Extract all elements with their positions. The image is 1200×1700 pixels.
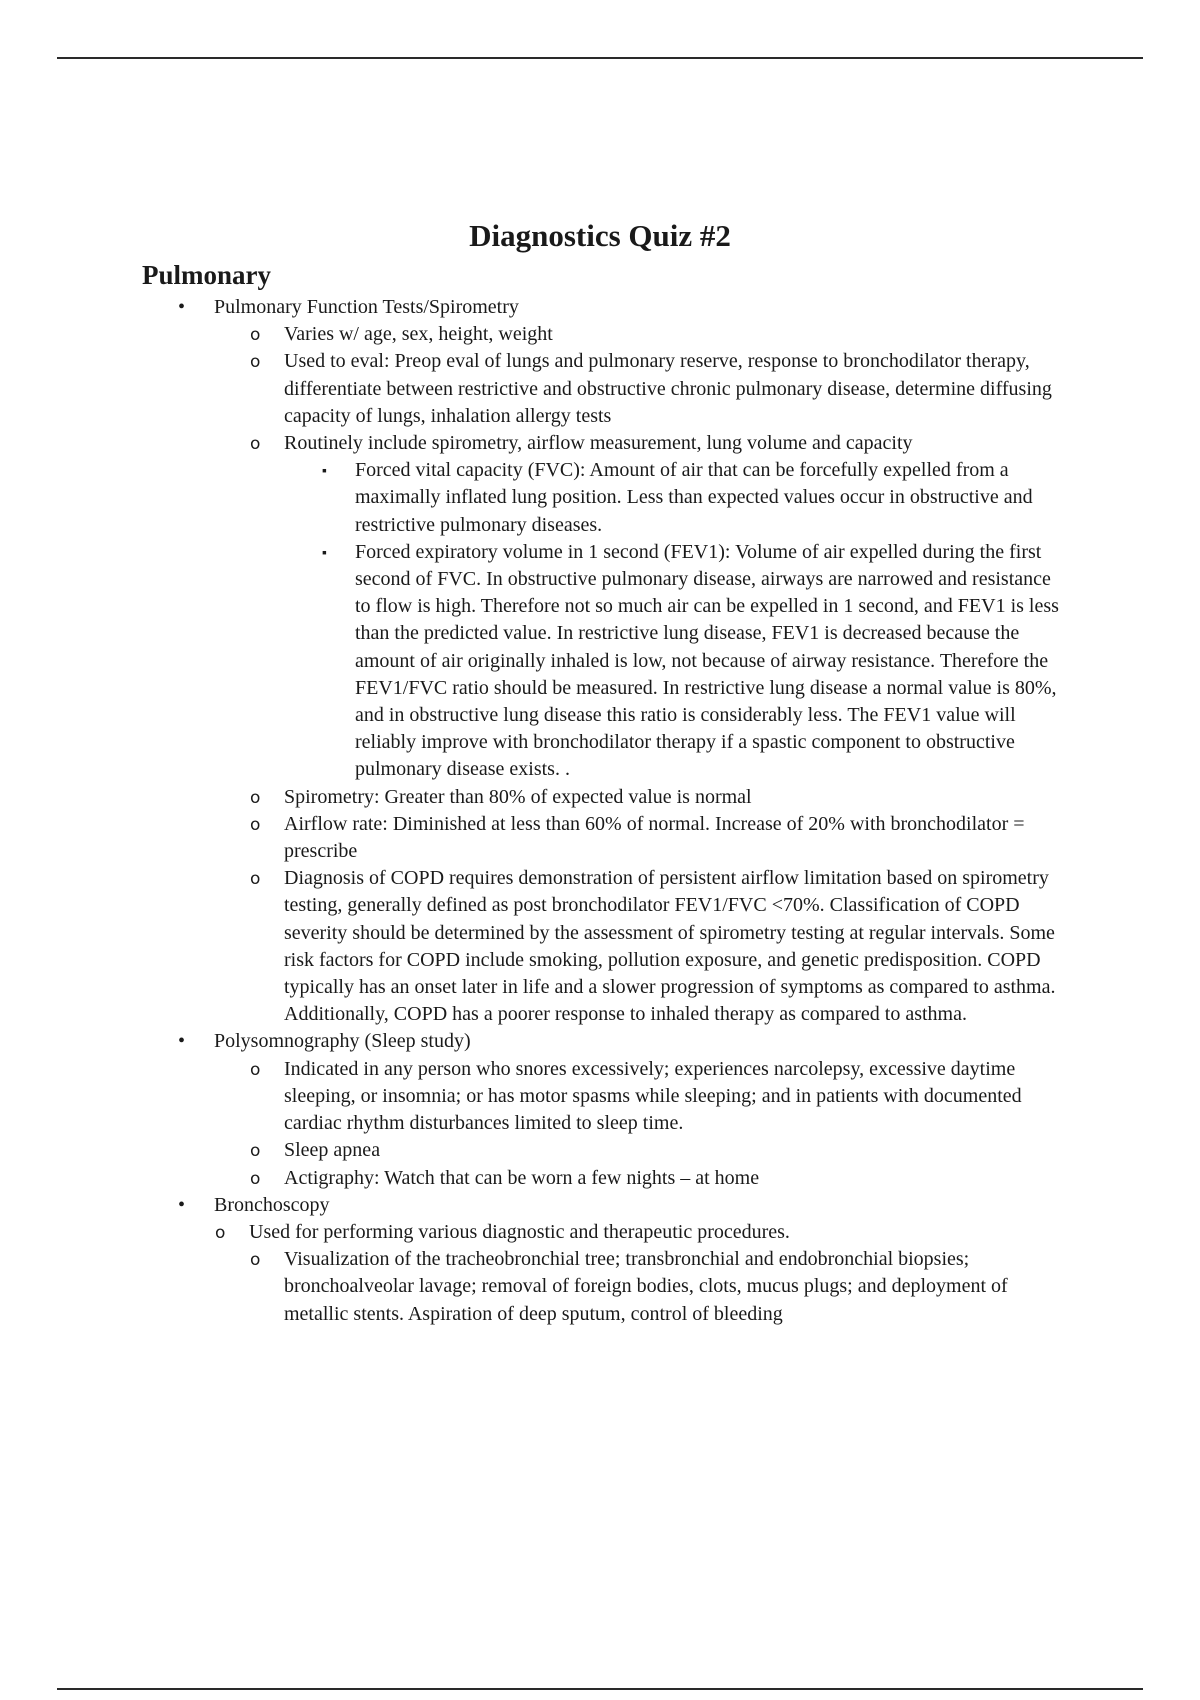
bullet-icon: • xyxy=(178,1030,186,1053)
list-item-text: Polysomnography (Sleep study) xyxy=(214,1030,471,1053)
list-item-text: Forced vital capacity (FVC): Amount of air that can be forcefully expelled from a maximally inflated lung position. Less than expected values occur in obstructive and restrictive pulmonary diseases. xyxy=(355,459,1033,536)
square-bullet-icon: ▪ xyxy=(322,545,327,561)
bullet-icon: • xyxy=(178,1193,186,1216)
circle-bullet-icon: o xyxy=(250,325,261,346)
list-item-text: Sleep apnea xyxy=(284,1139,381,1162)
list-item-sleep-apnea xyxy=(0,1137,1064,1164)
top-rule xyxy=(57,57,1143,59)
circle-bullet-icon: o xyxy=(250,1059,261,1080)
circle-bullet-icon: o xyxy=(250,1250,261,1271)
list-item-used-for xyxy=(0,1219,1069,1246)
list-item-text: Spirometry: Greater than 80% of expected value is normal xyxy=(284,785,752,808)
list-item-airflow xyxy=(0,811,1064,865)
circle-bullet-icon: o xyxy=(215,1222,226,1243)
list-item-actigraphy xyxy=(0,1165,1064,1192)
list-item-fvc xyxy=(0,457,1060,539)
bottom-rule xyxy=(57,1688,1143,1690)
section-heading-pulmonary: Pulmonary xyxy=(142,260,272,290)
list-item-pft xyxy=(0,294,1054,321)
list-item-polysomnography xyxy=(0,1028,1054,1055)
circle-bullet-icon: o xyxy=(250,1168,261,1189)
list-item-text: Visualization of the tracheobronchial tree; transbronchial and endobronchial biopsies; bronchoalveolar lavage; removal of foreign bodies, clots, mucus plugs; and deployment of metallic stents. Aspiration of deep sputum, control of bleeding xyxy=(284,1248,1008,1325)
circle-bullet-icon: o xyxy=(250,434,261,455)
list-item-copd xyxy=(0,865,1064,1028)
bullet-icon: • xyxy=(178,296,186,318)
list-item-text: Airflow rate: Diminished at less than 60% of normal. Increase of 20% with bronchodilator = prescribe xyxy=(284,812,1025,863)
list-item-text: Used to eval: Preop eval of lungs and pulmonary reserve, response to bronchodilator therapy, differentiate between restrictive and obstructive chronic pulmonary disease, determine diffusing capacity of lungs, inhalation allergy tests xyxy=(284,350,1052,427)
list-item-text: Indicated in any person who snores excessively; experiences narcolepsy, excessive daytime sleeping, or insomnia; or has motor spasms while sleeping; and in patients with documented cardiac rhythm disturbances limited to sleep time. xyxy=(284,1057,1022,1135)
list-item-used-to-eval xyxy=(0,348,1064,430)
square-bullet-icon: ▪ xyxy=(322,464,327,480)
list-item-text: Routinely include spirometry, airflow measurement, lung volume and capacity xyxy=(284,432,913,455)
list-item-text: Diagnosis of COPD requires demonstration of persistent airflow limitation based on spirometry testing, generally defined as post bronchodilator FEV1/FVC <70%. Classification of COPD severity should be determined by the assessment of spirometry testing at regular intervals. Some risk factors for COPD include smoking, pollution exposure, and genetic predisposition. COPD typically has an onset later in life and a slower progression of symptoms as compared to asthma. Additionally, COPD has a poorer response to inhaled therapy as compared to asthma. xyxy=(284,867,1056,1026)
circle-bullet-icon: o xyxy=(250,352,261,373)
list-item-text: Bronchoscopy xyxy=(214,1193,330,1216)
list-item-indicated xyxy=(0,1056,1064,1138)
list-item-text: Actigraphy: Watch that can be worn a few nights – at home xyxy=(284,1166,760,1189)
list-item-fev1 xyxy=(0,539,1060,784)
circle-bullet-icon: o xyxy=(250,869,261,890)
list-item-visualization xyxy=(0,1246,1064,1328)
list-item-routinely xyxy=(0,430,1064,457)
list-item-text: Pulmonary Function Tests/Spirometry xyxy=(214,296,519,318)
document-body xyxy=(0,294,1200,1328)
list-item-text: Forced expiratory volume in 1 second (FEV1): Volume of air expelled during the first second of FVC. In obstructive pulmonary disease, airways are narrowed and resistance to flow is high. Therefore not so much air can be expelled in 1 second, and FEV1 is less than the predicted value. In restrictive lung disease, FEV1 is decreased because the amount of air originally inhaled is low, not because of airway resistance. Therefore the FEV1/FVC ratio should be measured. In restrictive lung disease a normal value is 80%, and in obstructive lung disease this ratio is considerably less. The FEV1 value will reliably improve with bronchodilator therapy if a spastic component to obstructive pulmonary disease exists. . xyxy=(355,540,1059,781)
list-item-spirometry xyxy=(0,784,1064,811)
list-item-varies xyxy=(0,321,1064,348)
document-title: Diagnostics Quiz #2 xyxy=(469,218,731,253)
list-item-bronchoscopy xyxy=(0,1192,1054,1219)
circle-bullet-icon: o xyxy=(250,787,261,808)
list-item-text: Varies w/ age, sex, height, weight xyxy=(284,323,553,346)
circle-bullet-icon: o xyxy=(250,814,261,835)
circle-bullet-icon: o xyxy=(250,1141,261,1162)
list-item-text: Used for performing various diagnostic and therapeutic procedures. xyxy=(249,1220,790,1243)
